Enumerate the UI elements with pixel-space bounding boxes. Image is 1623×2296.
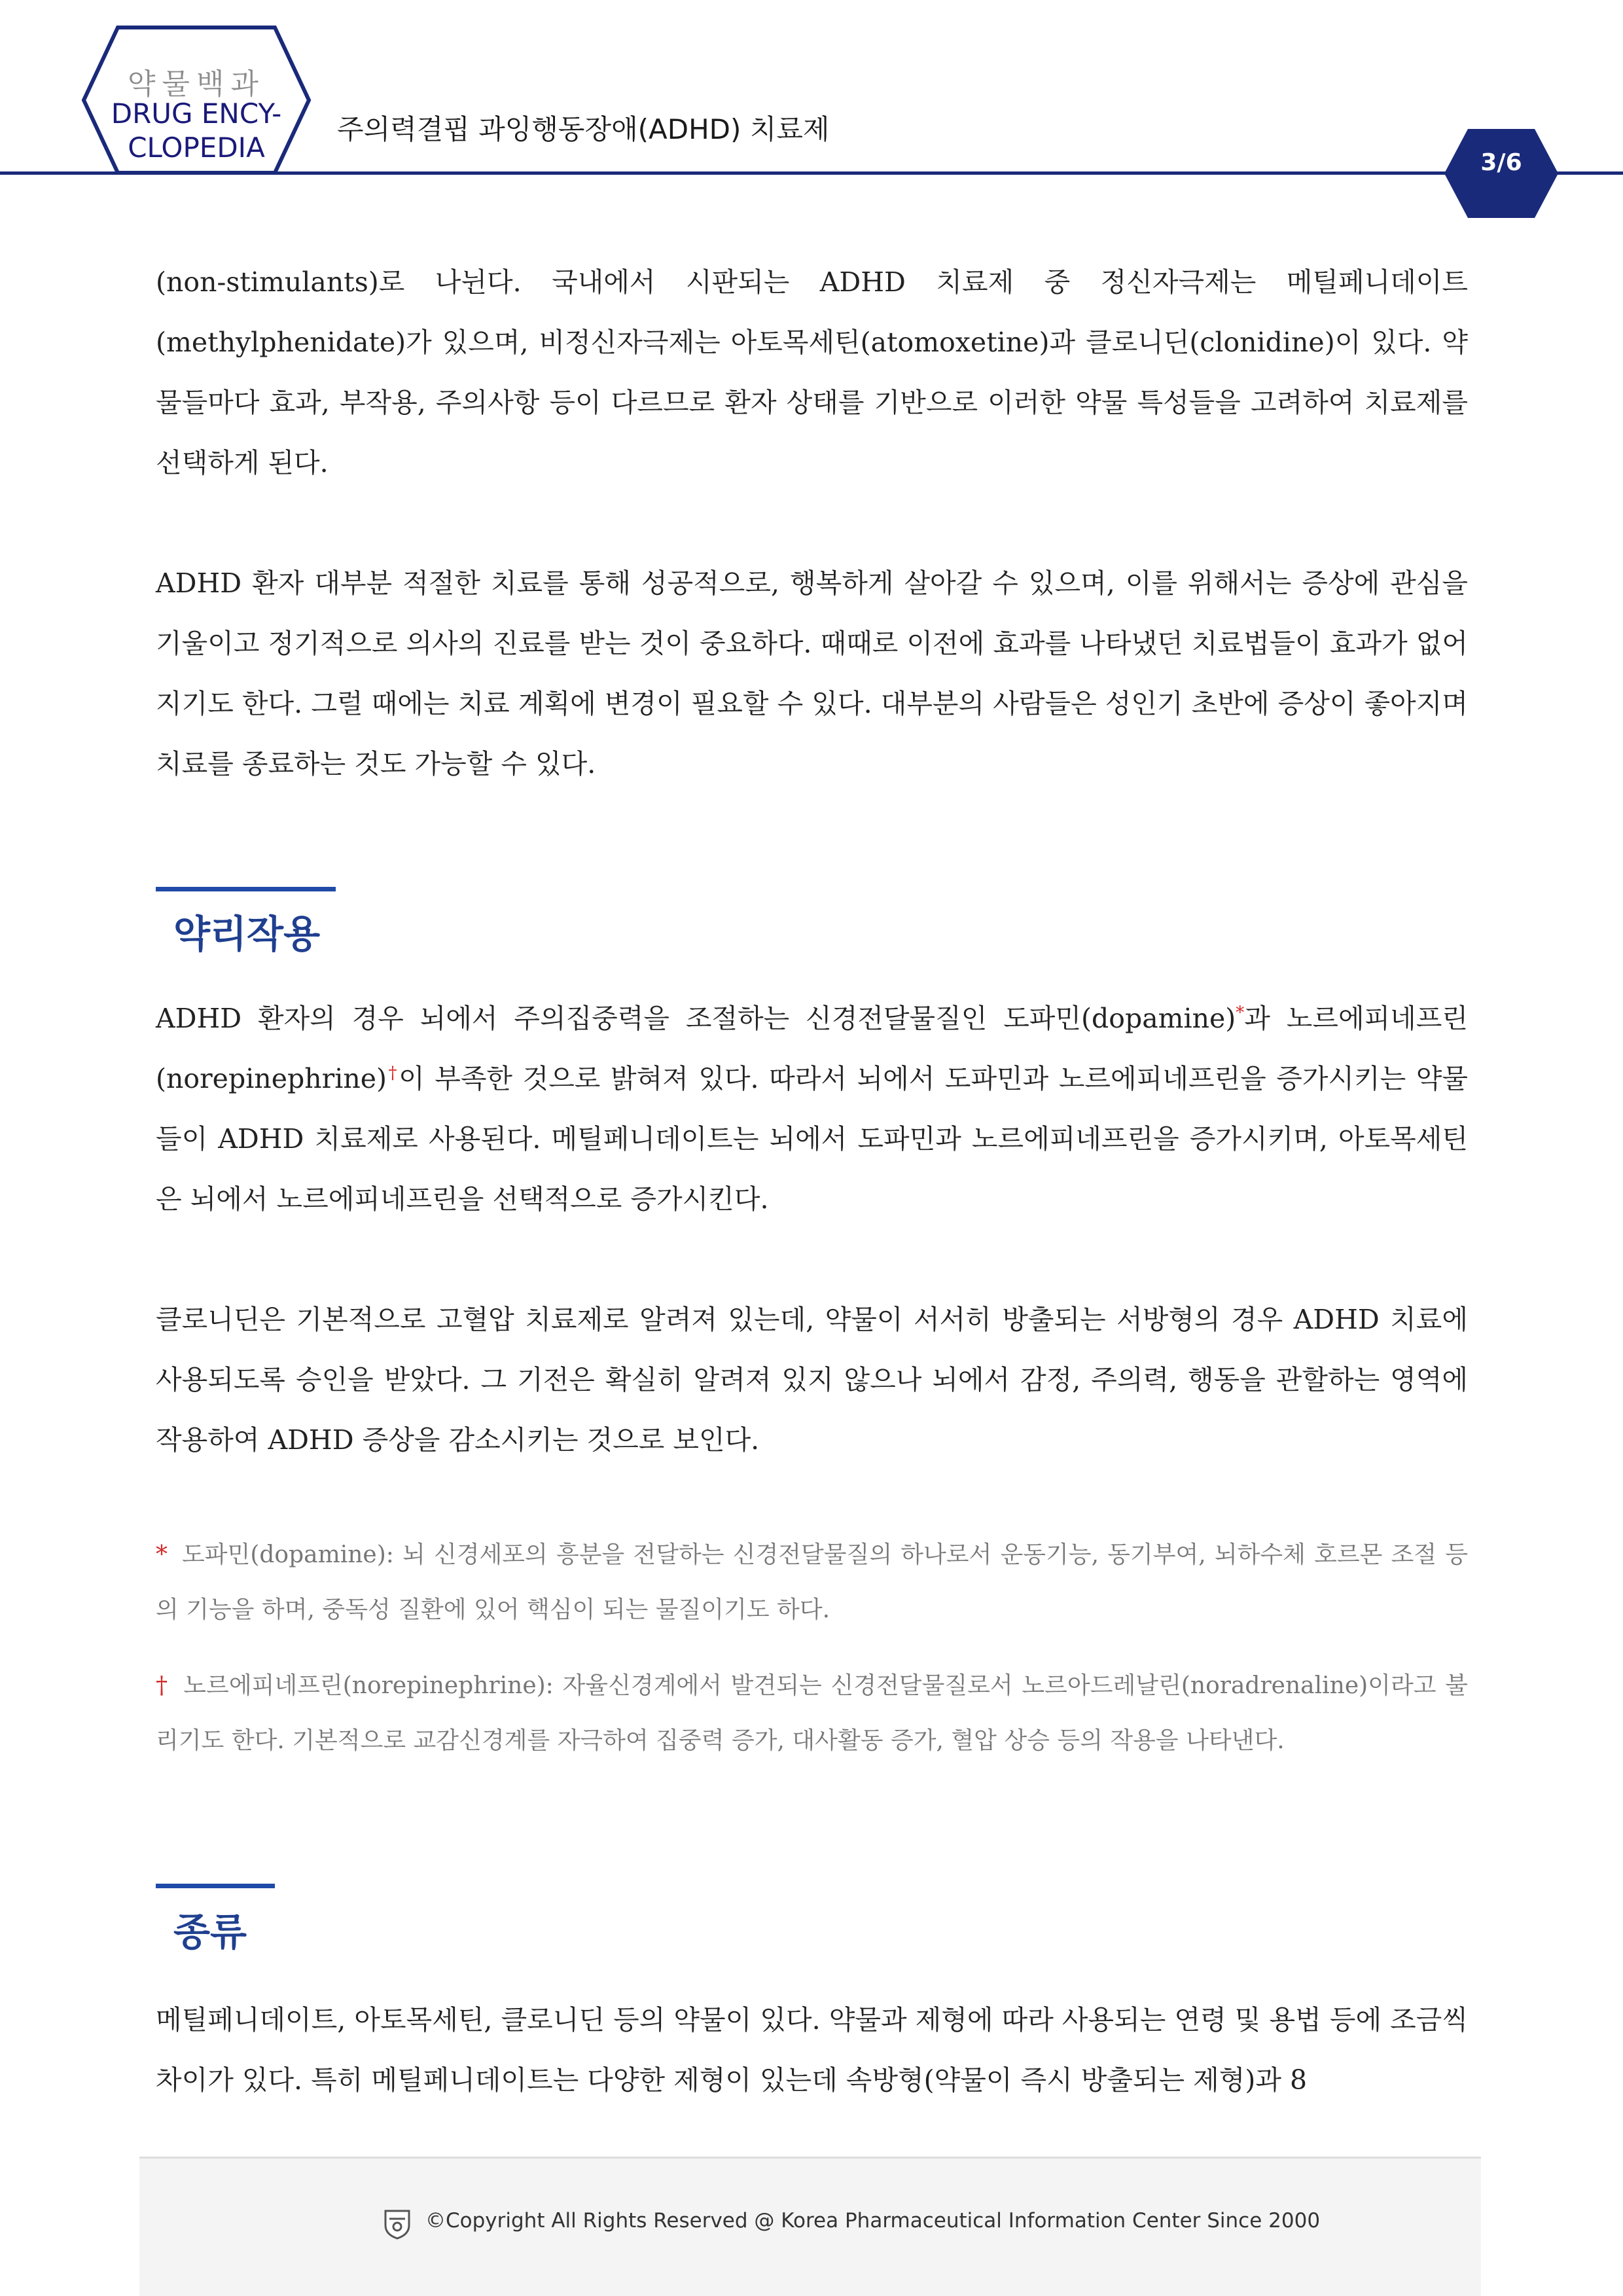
footnote-dopamine <box>156 1528 1468 1638</box>
pharmacology-p1-text-c: 이 부족한 것으로 밝혀져 있다. 따라서 뇌에서 도파민과 노르에피네프린을 증가시키는 약물들이 ADHD 치료제로 사용된다. 메틸페니데이트는 뇌에서 도파민과 노르에피네프린을 증가시키며, 아토목세틴은 뇌에서 노르에피네프린을 선택적으로 증가시킨다. <box>156 1063 1469 1215</box>
logo-korean-text: 약물백과 <box>127 67 265 101</box>
pharmacology-p1-text-b: 과 노르에피네프린(norepinephrine) <box>156 1003 1468 1094</box>
logo-english-text <box>0 97 393 165</box>
footnote-dopamine-mark: * <box>156 1541 168 1568</box>
intro-paragraph-1: (non-stimulants)로 나뉜다. 국내에서 시판되는 ADHD 치료제 중 정신자극제는 메틸페니데이트(methylphenidate)가 있으며, 비정신자극제는 아토목세틴(atomoxetine)과 클로니딘(clonidine)이 있다. 약물들마다 효과, 부작용, 주의사항 등이 다르므로 환자 상태를 기반으로 이러한 약물 특성들을 고려하여 치료제를 선택하게 된다. <box>156 266 1468 478</box>
shield-emblem-icon <box>383 2208 412 2240</box>
pharmacology-paragraph-1 <box>156 988 1468 1229</box>
footer-copyright: ©Copyright All Rights Reserved @ Korea Pharmaceutical Information Center Since 2000 <box>425 2209 1321 2233</box>
types-heading-bar <box>156 1884 275 1888</box>
logo-english-line1: DRUG ENCY- <box>111 98 282 130</box>
logo-english-line2: CLOPEDIA <box>128 132 265 164</box>
page-header-title: 주의력결핍 과잉행동장애(ADHD) 치료제 <box>337 113 830 145</box>
types-heading: 종류 <box>173 1910 247 1954</box>
types-section <box>156 1990 1468 2110</box>
norepinephrine-footnote-mark: † <box>387 1063 399 1083</box>
footnote-norepinephrine-text: 노르에피네프린(norepinephrine): 자율신경계에서 발견되는 신경전달물질로서 노르아드레날린(noradrenaline)이라고 불리기도 한다. 기본적으로 교감신경계를 자극하여 집중력 증가, 대사활동 증가, 혈압 상승 등의 작용을 나타낸다. <box>156 1672 1469 1754</box>
pharmacology-section <box>156 988 1468 1768</box>
pharmacology-p1-text-a: ADHD 환자의 경우 뇌에서 주의집중력을 조절하는 신경전달물질인 도파민(dopamine) <box>156 1003 1236 1034</box>
intro-paragraph-2: ADHD 환자 대부분 적절한 치료를 통해 성공적으로, 행복하게 살아갈 수 있으며, 이를 위해서는 증상에 관심을 기울이고 정기적으로 의사의 진료를 받는 것이 중요하다. 때때로 이전에 효과를 나타냈던 치료법들이 효과가 없어지기도 한다. 그럴 때에는 치료 계획에 변경이 필요할 수 있다. 대부분의 사람들은 성인기 초반에 증상이 좋아지며 치료를 종료하는 것도 가능할 수 있다. <box>156 567 1468 780</box>
footnote-norepinephrine-mark: † <box>156 1672 169 1699</box>
pharmacology-heading-bar <box>156 887 336 891</box>
intro-section <box>156 252 1468 794</box>
pharmacology-heading: 약리작용 <box>173 912 321 956</box>
page-indicator: 3/6 <box>1480 149 1522 176</box>
dopamine-footnote-mark: * <box>1236 1003 1245 1023</box>
footnote-norepinephrine <box>156 1659 1468 1768</box>
types-paragraph-1: 메틸페니데이트, 아토목세틴, 클로니딘 등의 약물이 있다. 약물과 제형에 따라 사용되는 연령 및 용법 등에 조금씩 차이가 있다. 특히 메틸페니데이트는 다양한 제형이 있는데 속방형(약물이 즉시 방출되는 제형)과 8 <box>156 2004 1468 2096</box>
footnote-dopamine-text: 도파민(dopamine): 뇌 신경세포의 흥분을 전달하는 신경전달물질의 하나로서 운동기능, 동기부여, 뇌하수체 호르몬 조절 등의 기능을 하며, 중독성 질환에 있어 핵심이 되는 물질이기도 하다. <box>156 1541 1468 1623</box>
pharmacology-paragraph-2: 클로니딘은 기본적으로 고혈압 치료제로 알려져 있는데, 약물이 서서히 방출되는 서방형의 경우 ADHD 치료에 사용되도록 승인을 받았다. 그 기전은 확실히 알려져 있지 않으나 뇌에서 감정, 주의력, 행동을 관할하는 영역에 작용하여 ADHD 증상을 감소시키는 것으로 보인다. <box>156 1304 1468 1456</box>
